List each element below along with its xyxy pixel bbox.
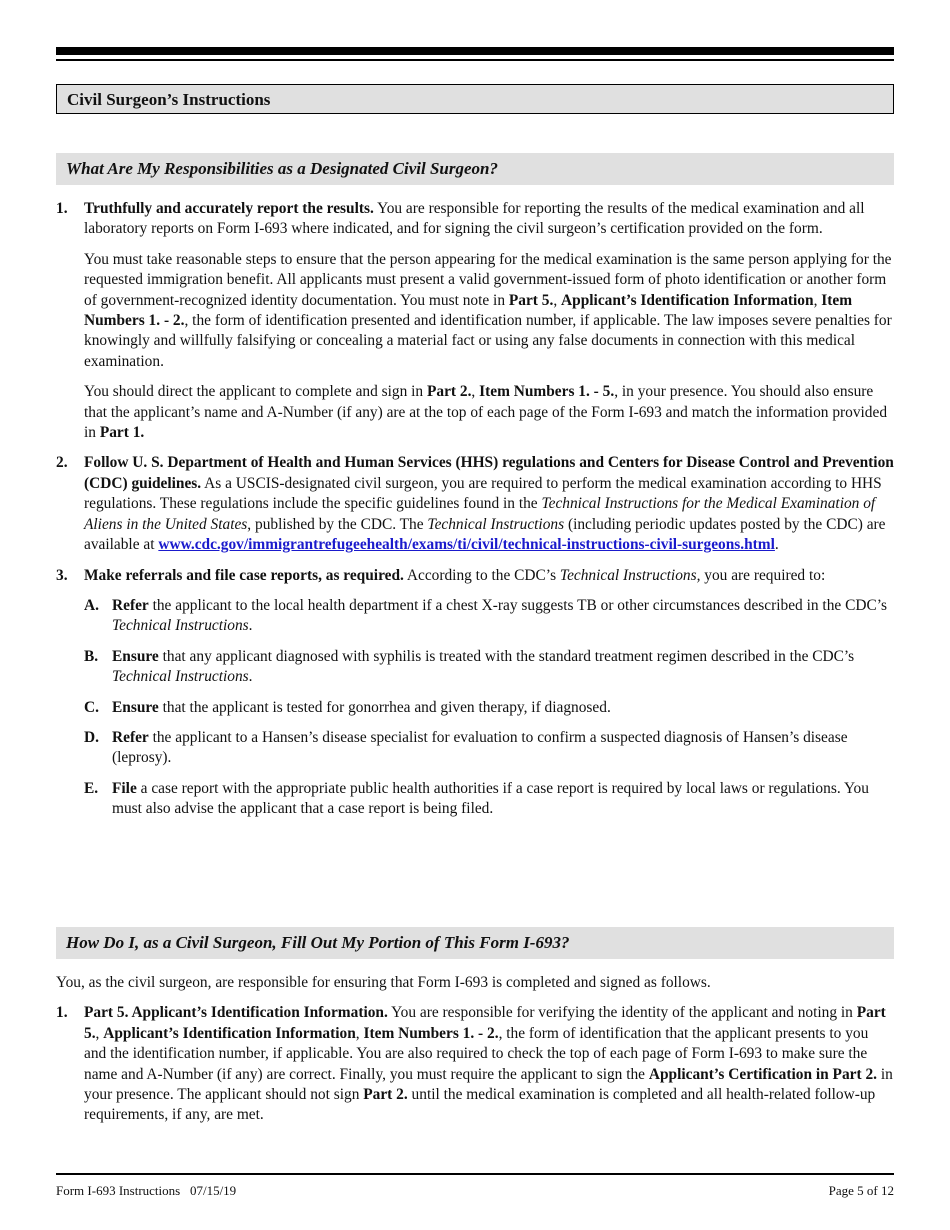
item-number: 1. [56, 1004, 68, 1022]
footer-page-number: Page 5 of 12 [828, 1183, 894, 1198]
bold-ref: Applicant’s Certification in Part 2. [648, 1065, 877, 1083]
sub-lead: File [112, 779, 137, 797]
text: , published by the CDC. The [247, 515, 428, 533]
sub-letter: D. [84, 728, 99, 746]
list-item [56, 199, 894, 443]
bold-ref: Part 2. [426, 383, 472, 401]
item-lead: Make referrals and file case reports, as required. [84, 566, 404, 584]
fillout-content [56, 973, 894, 1136]
text: You should direct the applicant to complete and sign in [84, 383, 427, 401]
italic-title: Technical Instructions [427, 515, 565, 533]
item-number: 3. [56, 566, 68, 584]
text: the applicant to a Hansen’s disease specialist for evaluation to confirm a suspected diagnosis of Hansen’s disease (leprosy). [112, 728, 848, 767]
bold-ref: Applicant’s Identification Information [561, 291, 814, 309]
text: , the form of identification that the applicant presents to you and the identification number, if applicable. You are also required to check the top of each page of Form I-693 to make sure the name and A-Number (if any) are correct. Finally, you must require the applicant to sign the [84, 1024, 869, 1083]
text: As a USCIS-designated civil surgeon, you are required to perform the medical examination according to HHS regulations. These regulations include the specific guidelines found in the [84, 474, 882, 513]
text: that any applicant diagnosed with syphilis is treated with the standard treatment regimen described in the CDC’s [158, 647, 855, 665]
text: . [248, 668, 253, 686]
list-item [56, 566, 894, 820]
sub-item [84, 779, 894, 820]
fillout-heading: How Do I, as a Civil Surgeon, Fill Out My Portion of This Form I-693? [56, 927, 894, 959]
text: , [355, 1024, 364, 1042]
sub-list [84, 596, 894, 820]
text: , [553, 291, 562, 309]
sub-letter: C. [84, 698, 99, 716]
sub-letter: A. [84, 596, 99, 614]
bold-ref: Part 2. [363, 1086, 408, 1104]
text: , in your presence. You should also ensure that the applicant’s name and A-Number (if any) are at the top of each page of the Form I-693 and match the information provided in [84, 383, 888, 442]
sub-letter: E. [84, 779, 99, 797]
paragraph [84, 250, 894, 372]
cdc-link[interactable]: www.cdc.gov/immigrantrefugeehealth/exams/ti/civil/technical-instructions-civil-surgeons.html [158, 536, 775, 554]
item-lead: Follow U. S. Department of Health and Human Services (HHS) regulations and Centers for Disease Control and Prevention (CDC) guidelines. [84, 454, 894, 492]
italic-title: Technical Instructions [112, 668, 249, 686]
paragraph [84, 453, 894, 555]
text: According to the CDC’s [403, 566, 560, 584]
responsibilities-list [56, 199, 894, 830]
footer-rule [56, 1173, 894, 1175]
text: in your presence. The applicant should not sign [84, 1065, 893, 1104]
bold-ref: Item Numbers 1. - 2. [84, 291, 853, 330]
text: that the applicant is tested for gonorrhea and given therapy, if diagnosed. [158, 698, 611, 716]
text: . [248, 617, 253, 635]
bold-ref: Part 5. [84, 1004, 886, 1042]
sub-lead: Refer [112, 596, 149, 614]
item-lead: Part 5. Applicant’s Identification Information. [84, 1004, 388, 1022]
paragraph [84, 382, 894, 443]
paragraph [84, 199, 894, 240]
text: You are responsible for verifying the identity of the applicant and noting in [387, 1004, 857, 1022]
sub-item [84, 698, 894, 718]
section-title: Civil Surgeon’s Instructions [56, 84, 894, 114]
text: , the form of identification presented and identification number, if applicable. The law imposes severe penalties for knowingly and willfully falsifying or concealing a material fact or using any false documents in connection with this medical examination. [84, 312, 892, 370]
text: , [471, 383, 480, 401]
bold-ref: Item Numbers 1. - 2. [363, 1024, 499, 1042]
text: you are required to: [700, 566, 826, 584]
item-number: 2. [56, 454, 68, 472]
header-thick-rule [56, 47, 894, 55]
sub-lead: Ensure [112, 647, 159, 665]
paragraph [84, 566, 894, 586]
bold-ref: Applicant’s Identification Information [103, 1024, 356, 1042]
fillout-intro: You, as the civil surgeon, are responsible for ensuring that Form I-693 is completed and signed as follows. [56, 974, 711, 991]
item-number: 1. [56, 200, 68, 217]
sub-item [84, 596, 894, 637]
italic-title: Technical Instructions for the Medical Examination of Aliens in the United States [84, 495, 876, 533]
paragraph [84, 1003, 894, 1125]
text: , [95, 1024, 104, 1042]
sub-item [84, 728, 894, 769]
text: a case report with the appropriate public health authorities if a case report is required by local laws or regulations. You must also advise the applicant that a case report is being filed. [112, 779, 869, 818]
text: You are responsible for reporting the results of the medical examination and all laboratory reports on Form I-693 where indicated, and for signing the civil surgeon’s certification provided on the form. [84, 200, 865, 238]
list-item [56, 1003, 894, 1125]
footer-form-id: Form I-693 Instructions 07/15/19 [56, 1183, 237, 1198]
bold-ref: Item Numbers 1. - 5. [479, 383, 615, 401]
text: . [774, 536, 779, 554]
sub-lead: Ensure [112, 698, 159, 716]
italic-title: Technical Instructions, [559, 566, 701, 584]
item-lead: Truthfully and accurately report the results. [84, 200, 374, 217]
text: You must take reasonable steps to ensure that the person appearing for the medical examination is the same person applying for the requested immigration benefit. All applicants must present a valid government-issued form of photo identification or another form of government-recognized identity documentation. You must note in [84, 250, 892, 309]
italic-title: Technical Instructions [112, 617, 249, 635]
sub-letter: B. [84, 647, 99, 665]
bold-ref: Part 1. [99, 424, 145, 442]
text: the applicant to the local health department if a chest X-ray suggests TB or other circumstances described in the CDC’s [148, 596, 887, 614]
sub-lead: Refer [112, 728, 149, 746]
header-thin-rule [56, 59, 894, 61]
responsibilities-heading: What Are My Responsibilities as a Designated Civil Surgeon? [56, 153, 894, 185]
text: , [813, 291, 822, 309]
text: until the medical examination is completed and all health-related follow-up requirements, if any, are met. [84, 1086, 876, 1124]
list-item [56, 453, 894, 555]
bold-ref: Part 5. [508, 291, 554, 309]
sub-item [84, 647, 894, 688]
text: (including periodic updates posted by the CDC) are available at [84, 515, 886, 554]
